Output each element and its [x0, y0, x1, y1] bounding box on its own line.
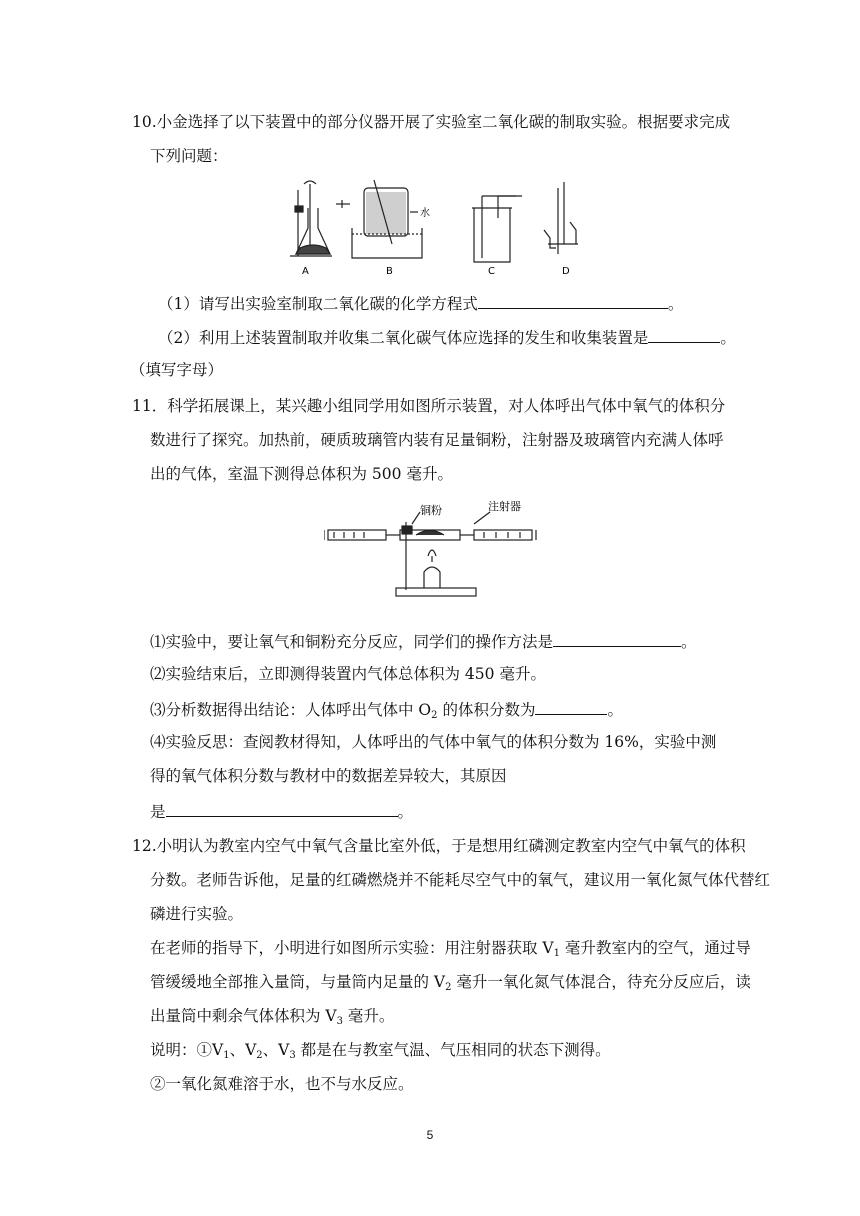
q10-sub1 [158, 292, 683, 314]
label-water: 水 [420, 208, 430, 219]
q11-s3-text: ⑶分析数据得出结论：人体呼出气体中 O [150, 701, 432, 719]
q12-note2: ②一氧化氮难溶于水，也不与水反应。 [150, 1075, 414, 1093]
left-syringe [328, 530, 386, 540]
label-c: C [488, 266, 495, 277]
q12-line3: 磷进行实验。 [150, 905, 244, 923]
q12-p2-text2: 毫升一氧化氮气体混合，待充分反应后，读 [451, 973, 751, 991]
q12-note1-sub3: 3 [289, 1050, 296, 1061]
q11-s4-line1: ⑷实验反思：查阅教材得知，人体呼出的气体中氧气的体积分数为 16%，实验中测 [150, 733, 717, 751]
q10-sub2-text: （2）利用上述装置制取并收集二氧化碳气体应选择的发生和收集装置是 [158, 329, 649, 347]
q12-p1-text2: 毫升教室内的空气，通过导 [560, 939, 751, 957]
q12-p1 [150, 938, 751, 958]
q10-sub1-end: 。 [667, 295, 684, 313]
q11-s1-end: 。 [681, 633, 697, 651]
q11-s4-line2: 得的氧气体积分数与教材中的数据差异较大，其原因 [150, 767, 507, 785]
q11-s4-text: 是 [150, 803, 166, 821]
apparatus-c [472, 196, 522, 262]
q12-note1-text3: 、V [262, 1041, 290, 1059]
q12-note1-sub2: 2 [256, 1050, 263, 1061]
q11-s3 [150, 698, 623, 720]
q11-s3-answer-blank[interactable] [535, 698, 607, 715]
apparatus-b [352, 180, 422, 258]
q11-s1-answer-blank[interactable] [553, 630, 681, 647]
label-copper-powder: 铜粉 [420, 504, 442, 517]
q11-s2: ⑵实验结束后，立即测得装置内气体总体积为 450 毫升。 [150, 665, 546, 683]
q10-apparatus-figure [286, 178, 586, 282]
q10-sub1-text: （1）请写出实验室制取二氧化碳的化学方程式 [158, 295, 478, 313]
q10-sub2-end: 。 [720, 329, 736, 347]
q12-note1-text: 说明：①V [150, 1041, 224, 1059]
right-syringe [474, 530, 532, 540]
q11-s3-end: 。 [607, 701, 623, 719]
label-syringe: 注射器 [488, 500, 521, 513]
q12-line1: 12.小明认为教室内空气中氧气含量比室外低，于是想用红磷测定教室内空气中氧气的体积 [132, 837, 746, 855]
q12-p1-sub: 1 [553, 948, 560, 959]
label-b: B [386, 266, 393, 277]
q11-s3-text2: 的体积分数为 [437, 701, 536, 719]
q11-s1-text: ⑴实验中，要让氧气和铜粉充分反应，同学们的操作方法是 [150, 633, 554, 651]
q11-s1 [150, 630, 697, 652]
q11-line3: 出的气体，室温下测得总体积为 500 毫升。 [150, 465, 453, 483]
q11-s4-line3 [150, 800, 413, 822]
q10-sub2-answer-blank[interactable] [648, 326, 720, 343]
q12-note1-text2: 、V [229, 1041, 257, 1059]
q10-sub2 [158, 326, 736, 348]
q12-p3-text: 出量筒中剩余气体体积为 V [150, 1007, 337, 1025]
q12-note1-text4: 都是在与教室气温、气压相同的状态下测得。 [295, 1041, 611, 1059]
q12-note1-sub1: 1 [223, 1050, 230, 1061]
q11-s3-sub: 2 [431, 710, 438, 721]
label-a: A [302, 266, 309, 277]
q10-line1: 10.小金选择了以下装置中的部分仪器开展了实验室二氧化碳的制取实验。根据要求完成 [132, 113, 731, 131]
q12-p2-text: 管缓缓地全部推入量筒，与量筒内足量的 V [150, 973, 446, 991]
label-d: D [562, 266, 570, 277]
q11-apparatus-figure [324, 496, 538, 606]
q10-sub2-cont: （填写字母） [130, 361, 224, 379]
alcohol-lamp [424, 567, 440, 588]
q11-line1: 11．科学拓展课上，某兴趣小组同学用如图所示装置，对人体呼出气体中氧气的体积分 [132, 397, 726, 415]
apparatus-a [290, 181, 350, 256]
q11-s4-end: 。 [397, 803, 414, 821]
q10-sub1-answer-blank[interactable] [478, 292, 668, 309]
q12-p2-sub: 2 [445, 982, 452, 993]
apparatus-d [544, 182, 578, 254]
q12-p2 [150, 972, 751, 992]
q12-note1 [150, 1040, 611, 1060]
q12-p3 [150, 1006, 394, 1026]
page-number: 5 [426, 1128, 434, 1142]
q12-p3-text2: 毫升。 [343, 1007, 395, 1025]
q12-p3-sub: 3 [336, 1016, 343, 1027]
q12-p1-text: 在老师的指导下，小明进行如图所示实验：用注射器获取 V [150, 939, 554, 957]
q12-line2: 分数。老师告诉他，足量的红磷燃烧并不能耗尽空气中的氧气，建议用一氧化氮气体代替红 [150, 871, 771, 889]
q10-line2: 下列问题： [150, 147, 228, 165]
q11-line2: 数进行了探究。加热前，硬质玻璃管内装有足量铜粉，注射器及玻璃管内充满人体呼 [150, 431, 724, 449]
q11-s4-answer-blank[interactable] [166, 800, 398, 817]
